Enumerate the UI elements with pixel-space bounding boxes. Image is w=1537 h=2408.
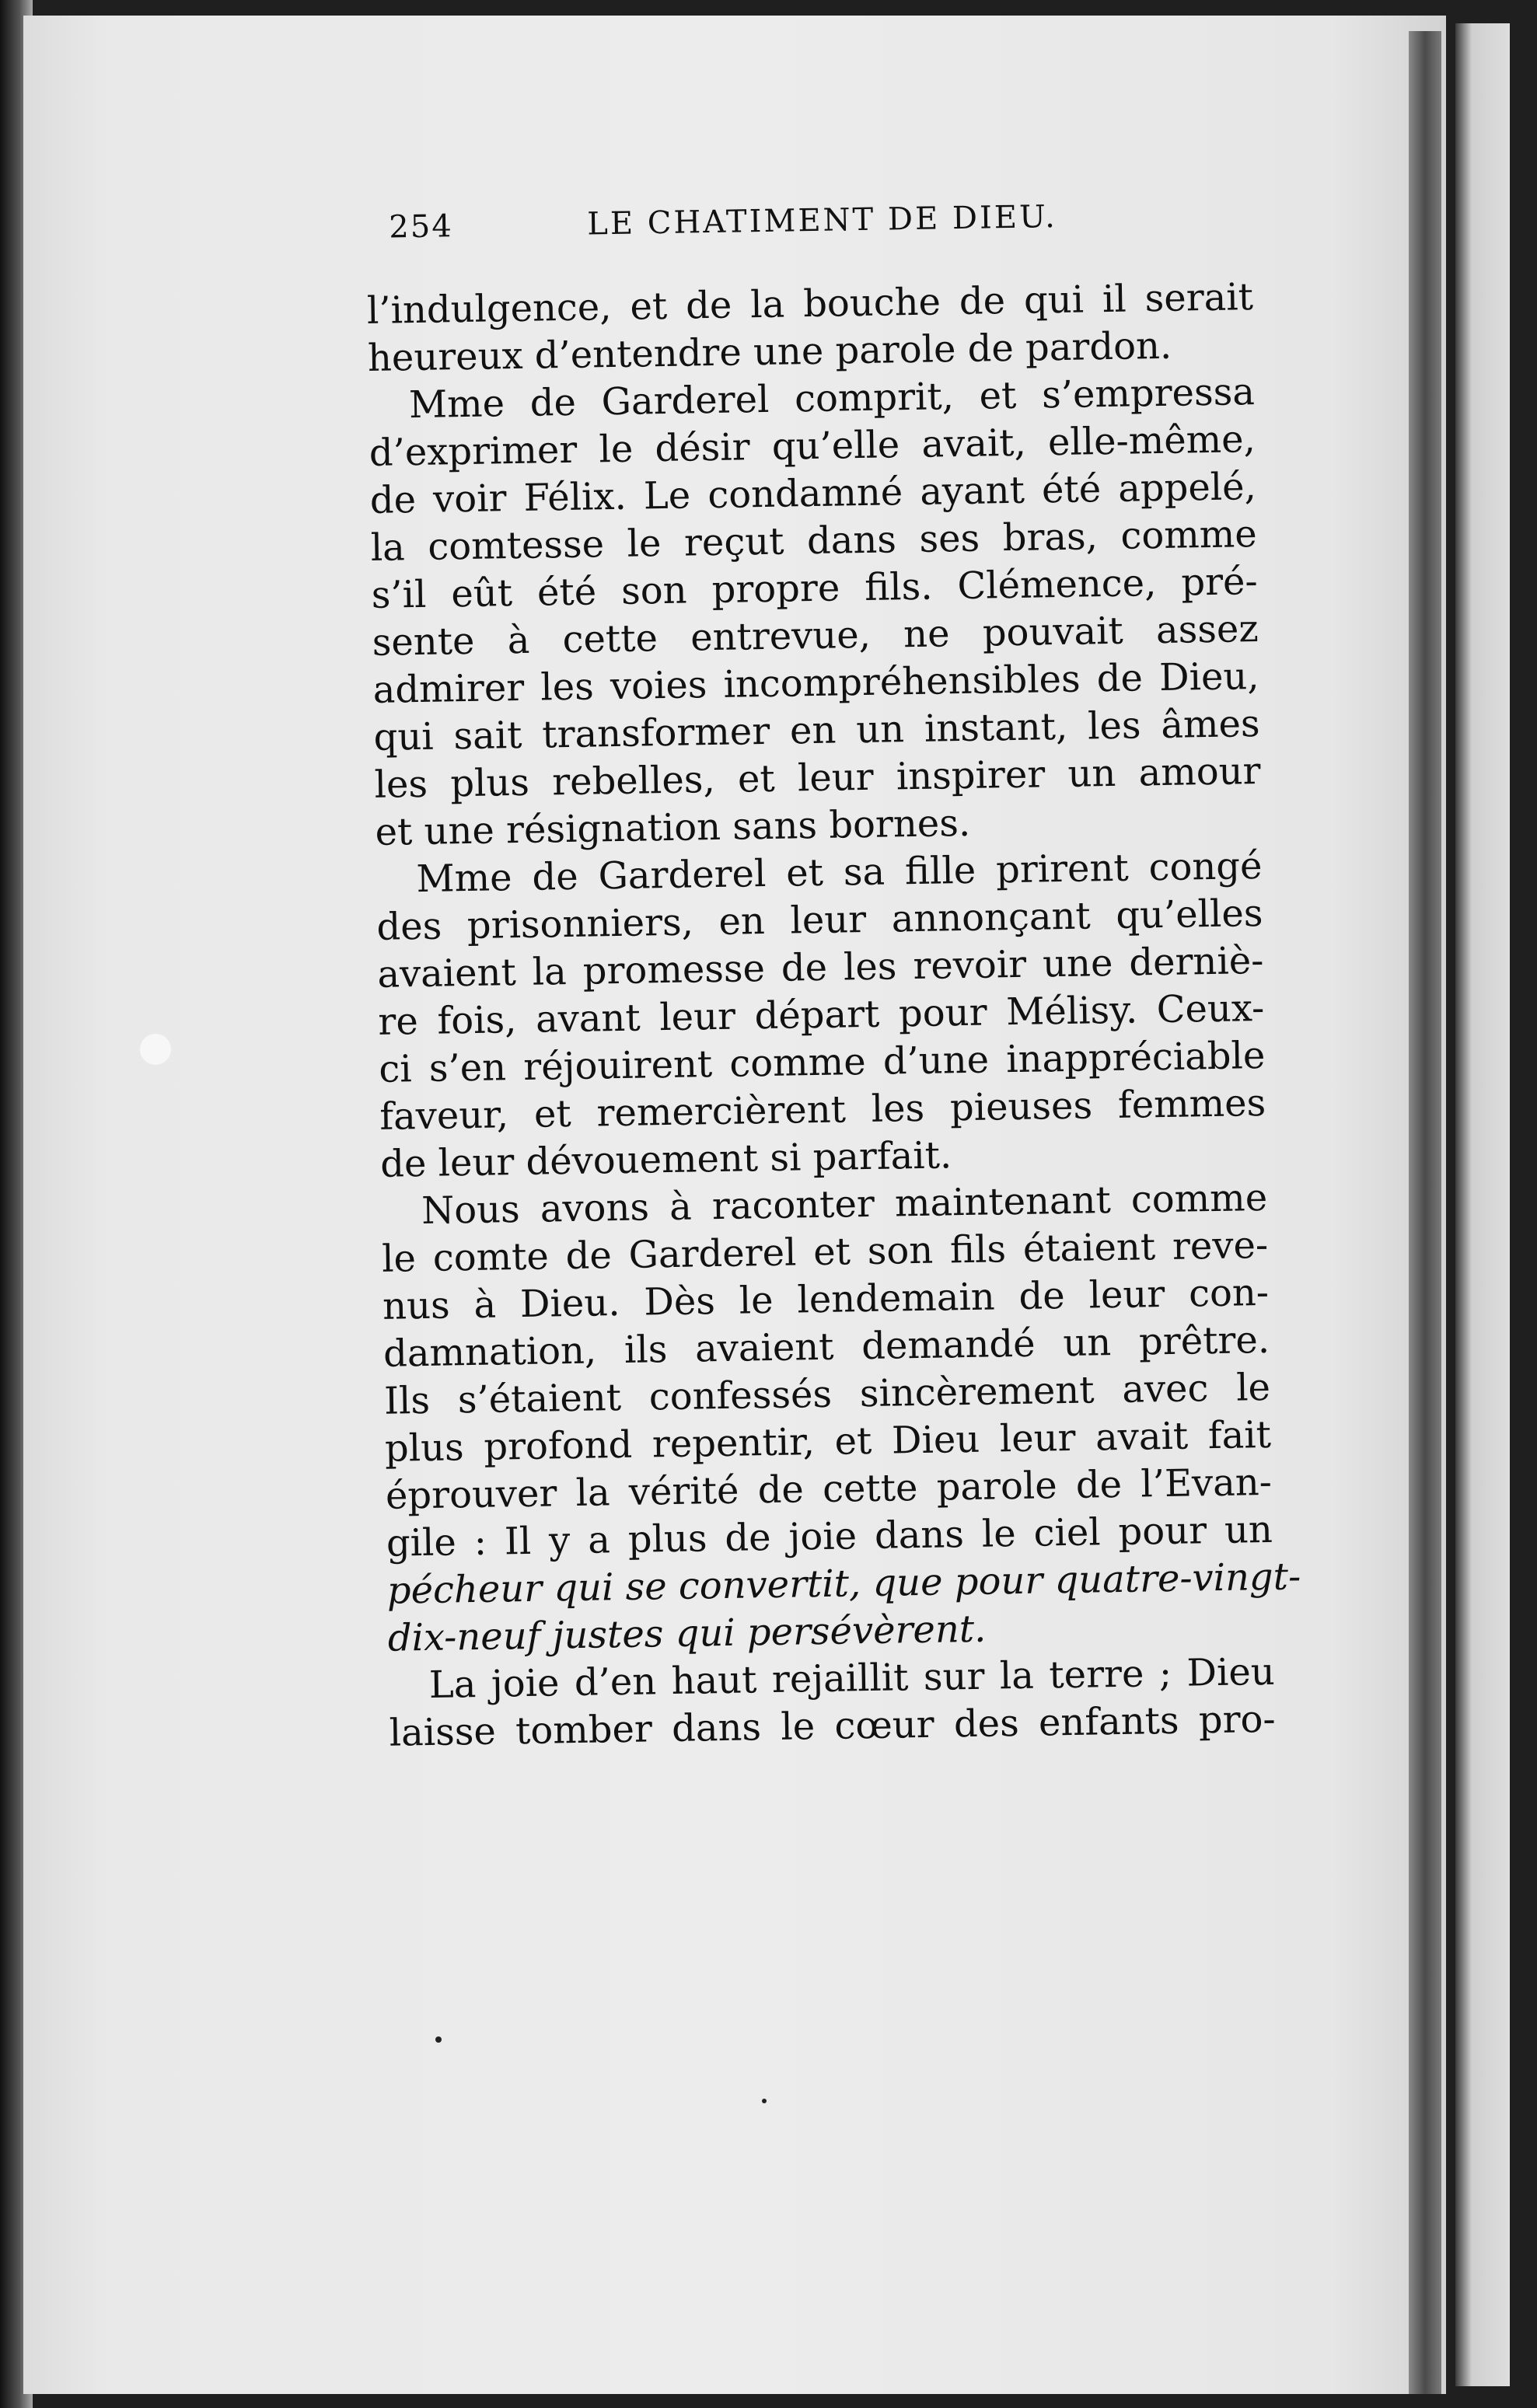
running-title: LE CHATIMENT DE DIEU. xyxy=(586,199,1058,243)
text-line: plus profond repentir, et Dieu leur avait fait xyxy=(384,1412,1272,1471)
body-text xyxy=(366,274,1301,1757)
scan-artifact xyxy=(140,1034,171,1065)
text-line: sente à cette entrevue, ne pouvait assez xyxy=(372,607,1259,665)
text-line: ci s’en réjouirent comme d’une inappréciable xyxy=(378,1033,1266,1091)
text-line: de voir Félix. Le condamné ayant été appelé, xyxy=(369,465,1257,522)
scan-artifact xyxy=(762,2099,767,2103)
text-line: admirer les voies incompréhensibles de Dieu, xyxy=(372,654,1260,712)
text-line: damnation, ils avaient demandé un prêtre. xyxy=(383,1317,1270,1376)
text-line: et une résignation sans bornes. xyxy=(375,801,971,854)
text-line: d’exprimer le désir qu’elle avait, elle-même, xyxy=(369,417,1256,475)
text-line: La joie d’en haut rejaillit sur la terre ; Dieu xyxy=(428,1649,1276,1707)
scan-artifact xyxy=(435,2036,442,2043)
book-gutter xyxy=(1409,31,1441,2394)
text-line: faveur, et remercièrent les pieuses femmes xyxy=(379,1080,1266,1139)
text-line: gile : Il y a plus de joie dans le ciel pour un xyxy=(386,1507,1273,1565)
text-line: Nous avons à raconter maintenant comme xyxy=(421,1175,1268,1234)
text-line: Mme de Garderel comprit, et s’empressa xyxy=(408,370,1256,428)
text-line: nus à Dieu. Dès le lendemain de leur con- xyxy=(382,1270,1270,1328)
page-text-block xyxy=(365,196,1301,1757)
text-line: s’il eût été son propre fils. Clémence, pré- xyxy=(371,560,1259,617)
text-line: avaient la promesse de les revoir une derniè- xyxy=(377,938,1264,996)
text-line: heureux d’entendre une parole de pardon. xyxy=(367,323,1172,380)
text-line: l’indulgence, et de la bouche de qui il serait xyxy=(366,275,1254,333)
text-line: pécheur qui se convertit, que pour quatre-vingt- xyxy=(386,1555,1301,1613)
text-line: les plus rebelles, et leur inspirer un amour xyxy=(374,749,1261,807)
text-line: laisse tomber dans le cœur des enfants pro- xyxy=(389,1697,1277,1755)
text-line: Mme de Garderel et sa fille prirent congé xyxy=(416,843,1263,902)
text-line: la comtesse le reçut dans ses bras, comme xyxy=(370,512,1258,570)
text-line: Ils s’étaient confessés sincèrement avec le xyxy=(383,1365,1271,1423)
text-line: dix-neuf justes qui persévèrent. xyxy=(387,1607,987,1660)
text-line: qui sait transformer en un instant, les âmes xyxy=(373,702,1260,759)
text-line: de leur dévouement si parfait. xyxy=(379,1133,952,1186)
text-line: le comte de Garderel et son fils étaient reve- xyxy=(381,1223,1269,1281)
text-line: des prisonniers, en leur annonçant qu’elles xyxy=(376,891,1263,949)
page-number: 254 xyxy=(388,208,454,246)
adjacent-page-edge xyxy=(1455,23,1510,2386)
text-line: re fois, avant leur départ pour Mélisy. Ceux- xyxy=(377,986,1265,1044)
text-line: éprouver la vérité de cette parole de l’Evan- xyxy=(385,1460,1273,1518)
